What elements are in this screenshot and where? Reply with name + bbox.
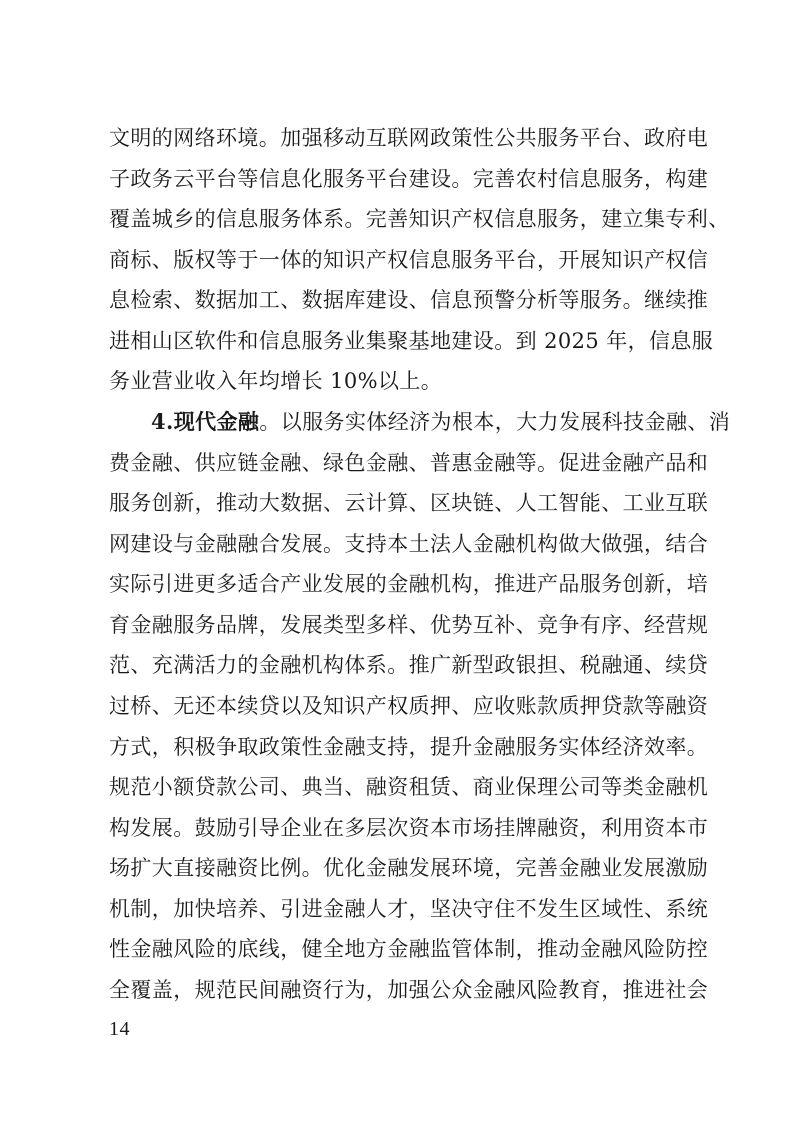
paragraph-2-line-12: 场扩大直接融资比例。优化金融发展环境，完善金融业发展激励 <box>109 856 709 881</box>
paragraph-2-line-10: 规范小额贷款公司、典当、融资租赁、商业保理公司等类金融机 <box>109 775 709 800</box>
paragraph-2-line-2: 费金融、供应链金融、绿色金融、普惠金融等。促进金融产品和 <box>109 450 709 475</box>
section-heading-line <box>151 402 731 442</box>
paragraph-1-line-4: 商标、版权等于一体的知识产权信息服务平台，开展知识产权信 <box>109 247 709 272</box>
paragraph-2-line-9: 方式，积极争取政策性金融支持，提升金融服务实体经济效率。 <box>109 734 709 759</box>
section-first-line-text: 。以服务实体经济为根本，大力发展科技金融、消 <box>259 410 731 434</box>
paragraph-2-line-13: 机制，加快培养、引进金融人才，坚决守住不发生区域性、系统 <box>109 896 709 921</box>
paragraph-1-line-2: 子政务云平台等信息化服务平台建设。完善农村信息服务，构建 <box>109 166 709 191</box>
paragraph-2-line-7: 范、充满活力的金融机构体系。推广新型政银担、税融通、续贷 <box>109 653 709 678</box>
section-number: 4. <box>151 409 174 434</box>
paragraph-2-line-4: 网建设与金融融合发展。支持本土法人金融机构做大做强，结合 <box>109 531 709 556</box>
paragraph-1-line-7: 务业营业收入年均增长 10%以上。 <box>109 369 443 394</box>
paragraph-1-line-6: 进相山区软件和信息服务业集聚基地建设。到 2025 年，信息服 <box>109 328 714 353</box>
paragraph-2-line-5: 实际引进更多适合产业发展的金融机构，推进产品服务创新，培 <box>109 572 709 597</box>
section-title: 现代金融 <box>173 409 260 434</box>
paragraph-2-line-8: 过桥、无还本续贷以及知识产权质押、应收账款质押贷款等融资 <box>109 694 709 718</box>
paragraph-1-line-5: 息检索、数据加工、数据库建设、信息预警分析等服务。继续推 <box>109 288 709 313</box>
paragraph-1-line-3: 覆盖城乡的信息服务体系。完善知识产权信息服务，建立集专利、 <box>109 207 730 232</box>
paragraph-1-line-1: 文明的网络环境。加强移动互联网政策性公共服务平台、政府电 <box>109 126 709 150</box>
paragraph-2-line-14: 性金融风险的底线，健全地方金融监管体制，推动金融风险防控 <box>109 937 709 962</box>
page-number: 14 <box>109 1018 130 1040</box>
paragraph-2-line-11: 构发展。鼓励引导企业在多层次资本市场挂牌融资，利用资本市 <box>109 815 709 840</box>
paragraph-2-line-3: 服务创新，推动大数据、云计算、区块链、人工智能、工业互联 <box>109 491 709 516</box>
paragraph-2-line-15: 全覆盖，规范民间融资行为，加强公众金融风险教育，推进社会 <box>109 978 709 1002</box>
paragraph-2-line-6: 育金融服务品牌，发展类型多样、优势互补、竞争有序、经营规 <box>109 612 709 637</box>
